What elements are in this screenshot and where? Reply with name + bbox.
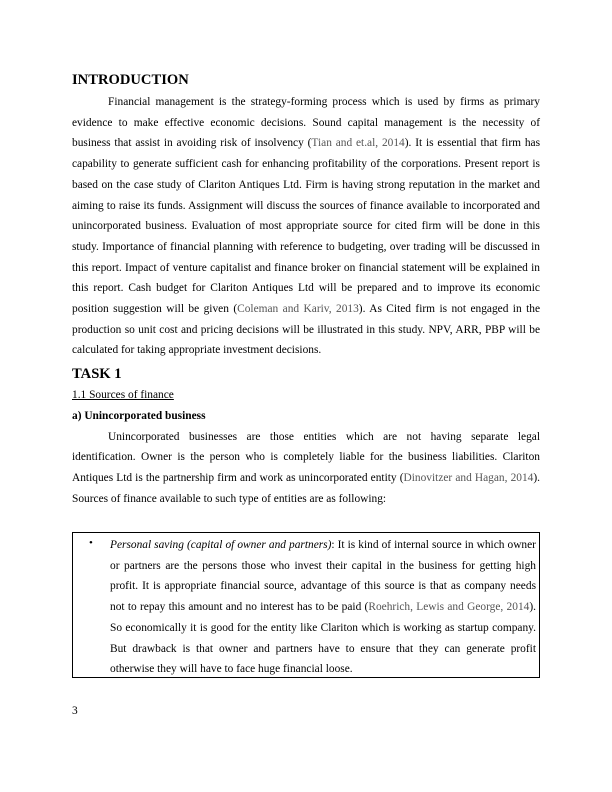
intro-text-2: ). It is essential that firm has capability to generate sufficient cash for enhancing profitability of the corporations. Present report is based on the case study of Clariton Antiques Ltd. Firm is having strong reputation in the market and aiming to raise its funds. Assignment will discuss the sources of finance available to incorporated and unincorporated business. Evaluation of most appropriate source for cited firm will be done in this study. Importance of financial planning with reference to budgeting, over trading will be discussed in this report. Impact of venture capitalist and finance broker on financial statement will be explained in this report. Cash budget for Clariton Antiques Ltd will be prepared and to improve its economic position suggestion will be given ( — [72, 137, 540, 316]
page-content — [72, 72, 540, 509]
bullet-icon: • — [89, 537, 93, 549]
personal-saving-term: Personal saving (capital of owner and partners) — [110, 539, 332, 551]
task-text-1: Unincorporated businesses are those entities which are not having separate legal identification. Owner is the person who is completely liable for the business liabilities. Clariton Antiques Ltd is the partnership firm and work as unincorporated entity ( — [72, 430, 540, 484]
task-1-heading: TASK 1 — [72, 366, 122, 383]
intro-text-3: ). As Cited firm is not engaged in the production so unit cost and pricing decisions will be illustrated in this study. NPV, ARR, PBP will be calculated for taking appropriate investment decisions. — [72, 303, 541, 357]
unincorporated-paragraph — [72, 427, 540, 510]
sources-of-finance-heading: 1.1 Sources of finance — [72, 389, 174, 402]
page-number: 3 — [72, 705, 78, 717]
introduction-paragraph — [72, 92, 540, 361]
bullet-box — [72, 532, 540, 678]
citation-tian: Tian and et.al, 2014 — [311, 137, 405, 150]
unincorporated-business-heading: a) Unincorporated business — [72, 409, 206, 422]
citation-roehrich: Roehrich, Lewis and George, 2014 — [368, 601, 530, 614]
list-item — [89, 535, 536, 680]
intro-text-1: Financial management is the strategy-forming process which is used by firms as primary evidence to make effective economic decisions. Sound capital management is the necessity of business that assist in avoiding risk of insolvency ( — [72, 96, 540, 150]
citation-coleman: Coleman and Kariv, 2013 — [237, 303, 359, 316]
task-text-2: ). Sources of finance available to such type of entities are as following: — [72, 471, 541, 505]
personal-saving-paragraph — [110, 535, 536, 680]
bullet-text-2: ). So economically it is good for the entity like Clariton which is working as startup company. But drawback is that owner and partners have to ensure that they can generate profit otherwise they will have to face huge financial loose. — [110, 601, 536, 676]
introduction-heading: INTRODUCTION — [72, 72, 189, 88]
bullet-text-1: : It is kind of internal source in which owner or partners are the persons those who invest their capital in the business for getting high profit. It is appropriate financial source, advantage of this source is that as company needs not to repay this amount and no interest has to be paid ( — [110, 539, 536, 614]
citation-dinovitzer: Dinovitzer and Hagan, 2014 — [403, 471, 534, 484]
